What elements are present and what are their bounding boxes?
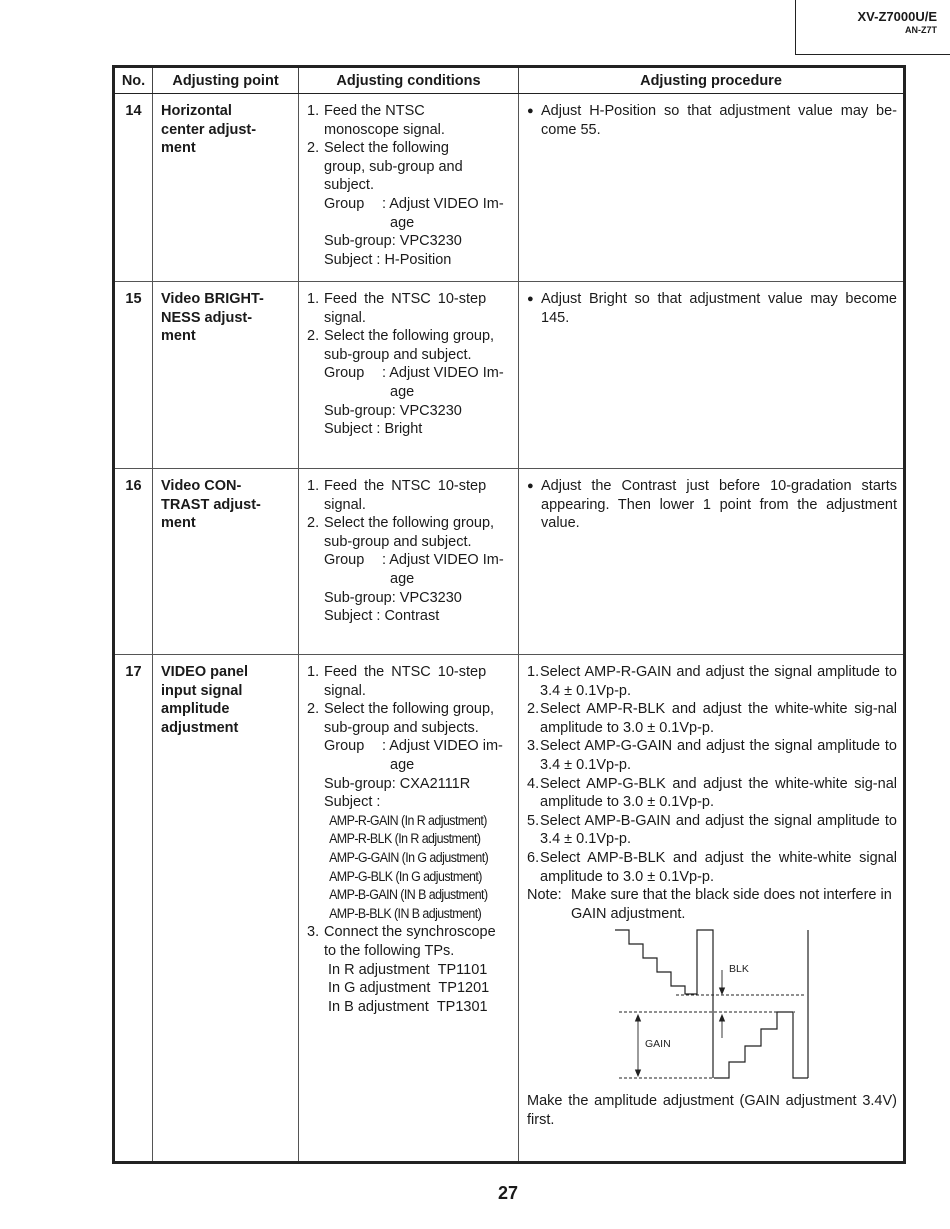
bullet-icon: ● — [527, 105, 534, 117]
condition-line: monoscope signal. — [324, 121, 445, 138]
group-value: : Adjust VIDEO Im- — [382, 195, 504, 212]
adjusting-conditions — [299, 655, 519, 1163]
condition-line: Feed the NTSC — [324, 103, 425, 119]
point-line: Video CON- — [161, 478, 242, 494]
adjusting-procedure — [519, 282, 905, 469]
group-value: : Adjust VIDEO im- — [382, 738, 503, 755]
adjusting-conditions — [299, 469, 519, 655]
adjusting-point — [153, 469, 299, 655]
group-line: Group : Adjust VIDEO im- age — [307, 737, 512, 774]
procedure-step: 5. Select AMP-B-GAIN and adjust the signal amplitude to 3.4 ± 0.1Vp-p. — [527, 812, 897, 848]
table-row — [114, 469, 905, 655]
procedure-footnote: Make the amplitude adjustment (GAIN adjustment 3.4V) first. — [527, 1093, 897, 1128]
tp-line — [307, 998, 512, 1017]
condition-item: 1. Feed the NTSC 10-step signal. — [307, 290, 512, 327]
model-header-box — [795, 0, 950, 55]
condition-item: 2. Select the following group, sub-group and subjects. — [307, 700, 512, 737]
condition-item: 1. Feed the NTSC 10-step signal. — [307, 663, 512, 700]
table-row — [114, 655, 905, 1163]
condition-line: Connect the synchroscope — [324, 924, 496, 941]
group-line: Group : Adjust VIDEO Im- age — [307, 195, 512, 232]
condition-line: Feed the NTSC 10-step — [324, 478, 487, 494]
condition-line: signal. — [324, 682, 366, 699]
gain-arrow-bottom-head — [636, 1070, 641, 1076]
model-label — [858, 9, 938, 35]
subject-item: AMP-B-BLK (IN B adjustment) — [329, 905, 482, 921]
submodel-number: AN-Z7T — [905, 25, 937, 35]
point-line: adjustment — [161, 719, 239, 736]
table-row — [114, 94, 905, 282]
model-number: XV-Z7000U/E — [857, 9, 937, 24]
adjusting-procedure — [519, 655, 905, 1163]
adjustment-table — [112, 65, 906, 1164]
adjusting-point — [153, 282, 299, 469]
condition-line: subject. — [324, 177, 374, 194]
group-value: : Adjust VIDEO Im- — [382, 365, 504, 382]
group-value: age — [390, 570, 415, 587]
point-line: TRAST adjust- — [161, 496, 261, 513]
condition-line: signal. — [324, 496, 366, 513]
procedure-bullet: ● Adjust Bright so that adjustment value may become 145. — [527, 291, 897, 326]
group-value: : Adjust VIDEO Im- — [382, 552, 504, 569]
col-header-point: Adjusting point — [153, 67, 299, 94]
condition-line: group, sub-group and — [324, 158, 463, 175]
group-value: age — [390, 756, 415, 773]
procedure-step: 2. Select AMP-R-BLK and adjust the white-white sig-nal amplitude to 3.0 ± 0.1Vp-p. — [527, 701, 897, 736]
subject-item: AMP-G-GAIN (In G adjustment) — [329, 849, 489, 865]
subject-line: Subject : Contrast — [324, 608, 440, 625]
point-line: input signal — [161, 682, 243, 699]
waveform-right-staircase — [714, 1012, 808, 1078]
condition-line: Select the following — [324, 140, 449, 157]
col-header-procedure: Adjusting procedure — [519, 67, 905, 94]
point-line: ment — [161, 140, 196, 157]
condition-line: Select the following group, — [324, 328, 495, 345]
point-line: Video BRIGHT- — [161, 291, 264, 307]
point-line: VIDEO panel — [161, 664, 249, 680]
condition-line: sub-group and subject. — [324, 346, 472, 363]
subject-item: AMP-G-BLK (In G adjustment) — [329, 868, 482, 884]
waveform-diagram — [609, 928, 909, 1088]
tp-value: TP1201 — [438, 980, 490, 997]
subject-line: Subject : — [324, 794, 381, 811]
condition-line: signal. — [324, 309, 366, 326]
point-line: amplitude — [161, 701, 230, 718]
condition-line: Feed the NTSC 10-step — [324, 291, 487, 307]
condition-line: sub-group and subjects. — [324, 719, 479, 736]
col-header-no: No. — [114, 67, 153, 94]
procedure-bullet: ● Adjust H-Position so that adjustment value may be-come 55. — [527, 103, 897, 138]
waveform-left-staircase — [615, 930, 713, 1078]
group-value: age — [390, 383, 415, 400]
tp-label: In G adjustment — [328, 980, 431, 997]
condition-item: 2. Select the following group, sub-group and subject. — [307, 514, 512, 551]
condition-line: Select the following group, — [324, 515, 495, 532]
row-number: 16 — [114, 469, 153, 655]
condition-item: 2. Select the following group, sub-group and subject. — [307, 139, 512, 195]
subgroup-line: Sub-group: VPC3230 — [324, 233, 462, 250]
row-number: 15 — [114, 282, 153, 469]
page-number: 27 — [497, 1183, 519, 1203]
point-line: ment — [161, 328, 196, 345]
adjusting-procedure — [519, 94, 905, 282]
subgroup-line: Sub-group: VPC3230 — [324, 402, 462, 419]
procedure-step: 4. Select AMP-G-BLK and adjust the white-white sig-nal amplitude to 3.0 ± 0.1Vp-p. — [527, 775, 897, 811]
condition-line: sub-group and subject. — [324, 533, 472, 550]
group-value: age — [390, 214, 415, 231]
subject-line: Subject : H-Position — [324, 251, 452, 268]
point-line: ment — [161, 515, 196, 532]
blk-label: BLK — [729, 963, 749, 976]
point-line: Horizontal — [161, 103, 232, 119]
group-line: Group : Adjust VIDEO Im- age — [307, 364, 512, 401]
procedure-step: 6. Select AMP-B-BLK and adjust the white-white signal amplitude to 3.0 ± 0.1Vp-p. — [527, 849, 897, 885]
subject-item: AMP-R-GAIN (In R adjustment) — [329, 812, 487, 828]
procedure-step: 1. Select AMP-R-GAIN and adjust the signal amplitude to 3.4 ± 0.1Vp-p. — [527, 664, 897, 699]
gain-label: GAIN — [645, 1038, 671, 1051]
tp-line — [307, 961, 512, 980]
point-line: center adjust- — [161, 121, 257, 138]
condition-item: 1. Feed the NTSC 10-step signal. — [307, 477, 512, 514]
bullet-icon: ● — [527, 480, 534, 492]
table-row — [114, 282, 905, 469]
condition-line: Select the following group, — [324, 701, 495, 718]
procedure-note: Note: Make sure that the black side does not interfere in GAIN adjustment. — [527, 887, 892, 922]
row-number: 17 — [114, 655, 153, 1163]
condition-line: Feed the NTSC 10-step — [324, 664, 487, 680]
subgroup-line: Sub-group: CXA2111R — [324, 775, 471, 792]
adjusting-procedure — [519, 469, 905, 655]
table-header-row — [114, 67, 905, 94]
condition-line: to the following TPs. — [324, 942, 455, 959]
procedure-bullet: ● Adjust the Contrast just before 10-gradation starts appearing. Then lower 1 point from the adjustment value. — [527, 478, 897, 532]
adjusting-point — [153, 94, 299, 282]
subject-item: AMP-R-BLK (In R adjustment) — [329, 831, 481, 847]
condition-item: 2. Select the following group, sub-group and subject. — [307, 327, 512, 364]
tp-value: TP1101 — [437, 961, 488, 978]
condition-item: 1. Feed the NTSC monoscope signal. — [307, 102, 512, 139]
gain-arrow-top-head — [636, 1015, 641, 1021]
subgroup-line: Sub-group: VPC3230 — [324, 589, 462, 606]
group-line: Group : Adjust VIDEO Im- age — [307, 551, 512, 588]
subject-item: AMP-B-GAIN (IN B adjustment) — [329, 887, 488, 903]
tp-label: In B adjustment — [328, 998, 429, 1015]
point-line: NESS adjust- — [161, 309, 253, 326]
tp-label: In R adjustment — [328, 961, 430, 978]
blk-arrow-lower-head — [720, 1015, 725, 1021]
row-number: 14 — [114, 94, 153, 282]
condition-item: 3. Connect the synchroscope to the following TPs. — [307, 923, 512, 960]
tp-line — [307, 979, 512, 998]
adjusting-conditions — [299, 282, 519, 469]
adjusting-conditions — [299, 94, 519, 282]
procedure-step: 3. Select AMP-G-GAIN and adjust the signal amplitude to 3.4 ± 0.1Vp-p. — [527, 738, 897, 773]
adjusting-point — [153, 655, 299, 1163]
blk-arrow-head — [720, 988, 725, 994]
col-header-conditions: Adjusting conditions — [299, 67, 519, 94]
tp-value: TP1301 — [436, 998, 488, 1015]
bullet-icon: ● — [527, 293, 534, 305]
subject-line: Subject : Bright — [324, 421, 423, 438]
